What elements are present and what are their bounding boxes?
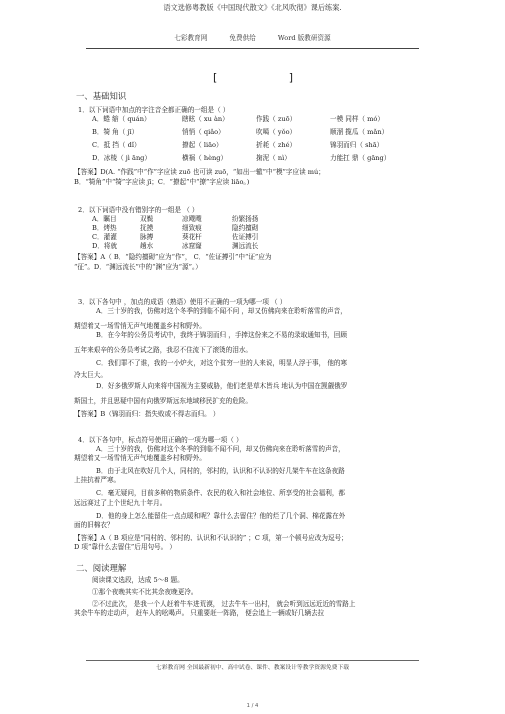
question-3 xyxy=(74,298,432,419)
option-cell: 佐证搏引 xyxy=(232,233,259,242)
reading-intro: 阅读课文选段，达成 5～8 题。 xyxy=(92,576,184,584)
option-cell: A．蜷 缩（ quán） xyxy=(92,115,151,124)
option-a-cont: 期望着又一场雪悄无声气地覆盖乡村和野外。 xyxy=(74,322,206,331)
answer-line: “征”。D．“渊远流长”中的“渊”应为“源”。） xyxy=(74,262,202,271)
option-cell: B．烤热 xyxy=(92,224,117,233)
option-cell: A．瞩目 xyxy=(92,215,117,224)
question-2 xyxy=(74,206,432,272)
question-1 xyxy=(74,106,432,187)
question-stem: 3．以下各句中 ，加点的成语（熟语）使用不正确的一项为哪一项 （ ） xyxy=(78,298,287,306)
option-cell: 一模 同样（ mó） xyxy=(330,115,384,124)
option-cell: 顺溜 揽瓜（ mǎn） xyxy=(330,128,389,137)
option-row xyxy=(78,224,432,233)
option-row xyxy=(78,242,432,251)
option-cell: 双鬓 xyxy=(140,215,154,224)
option-d-cont: 斯国土，并且思疑中国有向俄罗斯远东地域移民扩充的危险。 xyxy=(74,396,253,405)
option-b: B．在今年的公务员考试中，我终于锦羽而归 ，手捧这份来之不易的录取通知书，回顾 xyxy=(96,331,347,340)
option-cell: 冰窟窿 xyxy=(182,242,202,251)
option-c-cont: 远远赛过了上个世纪九十年月。 xyxy=(74,498,167,507)
option-row xyxy=(78,154,432,163)
option-cell: 纷繁扬扬 xyxy=(232,215,259,224)
paragraph-1: ①那个夜晚其实不比其余夜晚更冷。 xyxy=(92,588,198,597)
option-cell: 细致痕 xyxy=(182,224,202,233)
footer-text: 七彩教育网 全国最新初中、高中试卷、课件、教案设计等教学资源免费下载 xyxy=(155,665,350,671)
option-cell: 悄悄（ qiǎo） xyxy=(182,128,225,137)
option-a: A．三十岁的我，仿佛对这个冬季的到临不闻不问 ，却又仿佛向来在聆听落雪的声音， xyxy=(96,307,347,316)
section-reading: 二、阅读理解 xyxy=(76,563,127,573)
answer-line: 【答案】A（ B 项应是“同村的、邻村的、认识和不认识的” ；C 项，第一个顿号应改为逗号； xyxy=(74,533,348,542)
option-cell: 横祸（ hèng） xyxy=(182,154,228,163)
document-title: 语文选修粤教版《中国现代散文》《北风吹彻》课后练案. xyxy=(163,3,342,12)
option-cell: 锦羽而归（ shā） xyxy=(330,141,384,150)
option-cell: C．灌灌 xyxy=(92,233,117,242)
right-bracket: ] xyxy=(288,71,293,84)
footer-divider xyxy=(86,660,419,661)
section-basic-knowledge: 一、基础知识 xyxy=(76,91,127,101)
option-b: B．由于北风在吹好几个人，同村的，邻村的，认识和不认识的好几架牛车在这条夜路 xyxy=(96,467,345,476)
option-cell: 作践（ zuō） xyxy=(256,115,297,124)
answer-line: D 项“靠什么去留住”后用句号。 ） xyxy=(74,542,176,551)
paragraph-2-cont: 其余牛车的走动声， 赶车人的吆喝声。 只重要赶一阵路， 便会追上一辆或好几辆去拉 xyxy=(74,609,325,618)
header-divider xyxy=(86,48,419,49)
option-cell: 瞎眩（ xu àn） xyxy=(182,115,229,124)
option-cell: D．冰棱（ jì āng） xyxy=(92,154,151,163)
option-a-cont: 期望着又一场雪悄无声气地覆盖乡村和野外。 xyxy=(74,454,206,463)
option-row xyxy=(78,233,432,242)
option-row xyxy=(78,141,432,150)
free-label: 免费供给 xyxy=(229,34,256,42)
option-cell: 隐约擅砌 xyxy=(232,224,259,233)
left-bracket: [ xyxy=(213,71,218,84)
option-cell: 折耗（ zhé） xyxy=(256,141,297,150)
option-c-cont: 冷太巨大。 xyxy=(74,370,107,379)
option-cell: C．抵 挡（ dǐ） xyxy=(92,141,141,150)
paragraph-2: ②不过此次， 是我一个人赶着牛车进荒漠， 过去牛车一出村， 就会听到远远近近的雪路上 xyxy=(92,600,356,609)
option-cell: 脉搏 xyxy=(140,233,154,242)
answer-line: 【答案】A（ B．“隐约擅砌”应为“作”， C．“佐证搏引”中“证”应为 xyxy=(74,253,272,262)
option-cell: 凉飕飕 xyxy=(182,215,202,224)
answer-line: 【答案】D(A. “作践”中“作”字应读 zuō 也可读 zuō，“如出一辙”中“模”字应读 mú； xyxy=(74,168,325,177)
option-cell: 葵花杆 xyxy=(182,233,202,242)
option-cell: 趟水 xyxy=(140,242,154,251)
option-cell: 抚摸 xyxy=(140,224,154,233)
option-c: C．毫无疑问，目前多种的物质条件、农民的收入和社会地位、所享受的社会福利，都 xyxy=(96,489,346,498)
option-row xyxy=(78,215,432,224)
question-4 xyxy=(74,436,432,552)
reading-passage xyxy=(74,576,432,618)
word-label: Word 版教研资源 xyxy=(277,34,331,42)
option-cell: 力能扛 鼎（ gāng） xyxy=(330,154,391,163)
option-cell: B．犄 角（ jī） xyxy=(92,128,139,137)
question-stem: 2．以下词语中没有错别字的一组是 （ ） xyxy=(78,206,199,214)
option-c: C．我们罪不了谁，我的一小炉火，对这个贫穷一世的人来说，明显人浮于事， 他的寒 xyxy=(96,359,348,368)
page-number: 1 / 4 xyxy=(246,703,259,709)
title-brackets xyxy=(213,70,293,85)
question-stem: 1．以下词语中加点的字注音全都正确的一组是（ ） xyxy=(78,106,230,114)
site-header xyxy=(0,34,505,43)
option-a: A．三十岁的我，仿佛对这个冬季的到临不闻不问，却又仿佛向来在聆听落雪的声音， xyxy=(96,445,345,454)
option-d: D．好多俄罗斯人向来将中国视为主要威胁，他们老是草木皆兵 地认为中国在觊觎俄罗 xyxy=(96,381,348,390)
option-b-cont: 上挂抗着严寒。 xyxy=(74,476,121,485)
option-b-cont: 五年来艰辛的公务员考试之路，我忍不住流下了滚烫的泪水。 xyxy=(74,346,253,355)
option-cell: 渊远流长 xyxy=(232,242,259,251)
option-cell: 掬泥（ nì） xyxy=(256,154,291,163)
option-row xyxy=(78,128,432,137)
answer-line: 【答案】B（锦羽而归：指失败或不得志而归。 ） xyxy=(74,409,220,418)
option-row xyxy=(78,115,432,124)
option-cell: 撩起（ liāo） xyxy=(182,141,223,150)
question-stem: 4．以下各句中，标点符号使用正确的一项为哪一项（ ） xyxy=(78,436,243,444)
answer-line: B．“犄角”中“犄”字应读 jī；C．“撩起”中“撩”字应读 liāo。) xyxy=(74,177,250,186)
option-d-cont: 面的旧棉衣？ xyxy=(74,520,114,529)
option-cell: D．将就 xyxy=(92,242,118,251)
option-d: D．他的身上怎么能留住一点点暖和呢？靠什么去留住？他的烂了几个洞、棉花露在外 xyxy=(96,511,346,520)
site-name: 七彩教育网 xyxy=(174,34,208,42)
option-cell: 吹噶（ yǒo） xyxy=(256,128,297,137)
